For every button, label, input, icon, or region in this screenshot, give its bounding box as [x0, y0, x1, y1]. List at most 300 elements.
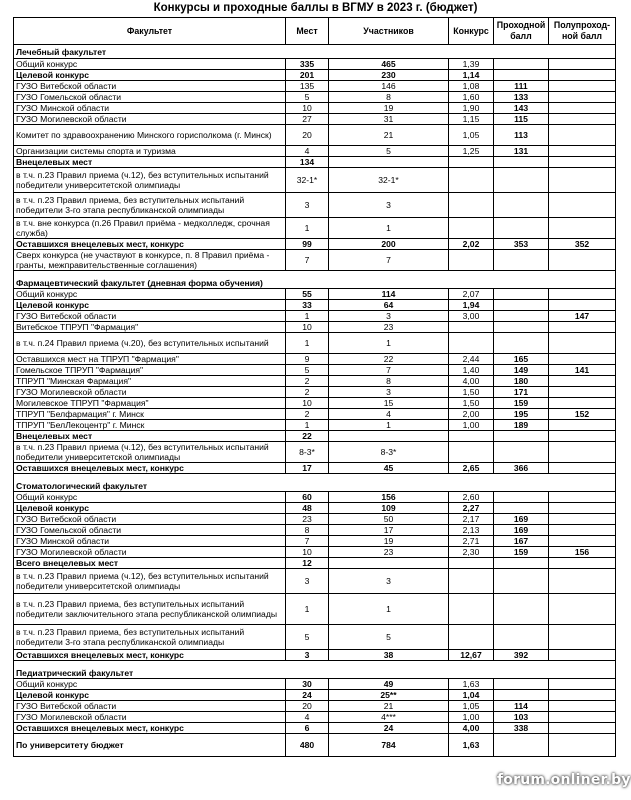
table-row: [14, 114, 616, 125]
places-cell: 201: [286, 70, 329, 81]
row-label: ГУЗО Минской области: [14, 103, 286, 114]
pass-score-cell: 392: [494, 650, 549, 661]
competition-cell: 2,71: [449, 536, 494, 547]
participants-cell: 114: [329, 289, 449, 300]
pass-score-cell: 131: [494, 146, 549, 157]
pass-score-cell: 366: [494, 463, 549, 474]
places-cell: 4: [286, 146, 329, 157]
table-row: [14, 103, 616, 114]
places-cell: 8: [286, 525, 329, 536]
table-row: [14, 679, 616, 690]
half-pass-score-cell: [549, 81, 616, 92]
pass-score-cell: 195: [494, 409, 549, 420]
row-label: ГУЗО Витебской области: [14, 514, 286, 525]
pass-score-cell: [494, 289, 549, 300]
total-half-pass-score-cell: [549, 734, 616, 757]
pass-score-cell: 159: [494, 547, 549, 558]
competition-cell: [449, 431, 494, 442]
competition-cell: 1,60: [449, 92, 494, 103]
half-pass-score-cell: [549, 679, 616, 690]
participants-cell: 4***: [329, 712, 449, 723]
table-row: [14, 463, 616, 474]
table-row: [14, 442, 616, 463]
half-pass-score-cell: [549, 250, 616, 271]
places-cell: 20: [286, 701, 329, 712]
half-pass-score-cell: [549, 168, 616, 193]
participants-cell: 1: [329, 333, 449, 354]
participants-cell: 45: [329, 463, 449, 474]
pass-score-cell: 159: [494, 398, 549, 409]
places-cell: 12: [286, 558, 329, 569]
table-header-row: [14, 18, 616, 45]
row-label: Целевой конкурс: [14, 300, 286, 311]
participants-cell: 3: [329, 311, 449, 322]
pass-score-cell: [494, 70, 549, 81]
total-label: По университету бюджет: [14, 734, 286, 757]
table-row: [14, 650, 616, 661]
half-pass-score-cell: [549, 625, 616, 650]
pass-score-cell: [494, 157, 549, 168]
competition-cell: 2,27: [449, 503, 494, 514]
col-header-places: Мест: [286, 18, 329, 45]
page-title: Конкурсы и проходные баллы в ВГМУ в 2023 г. (бюджет): [153, 2, 478, 14]
pass-score-cell: 111: [494, 81, 549, 92]
pass-score-cell: 115: [494, 114, 549, 125]
competition-cell: 4,00: [449, 723, 494, 734]
participants-cell: 156: [329, 492, 449, 503]
half-pass-score-cell: [549, 114, 616, 125]
pass-score-cell: [494, 492, 549, 503]
half-pass-score-cell: [549, 289, 616, 300]
table-row: [14, 157, 616, 168]
half-pass-score-cell: [549, 420, 616, 431]
table-row: [14, 81, 616, 92]
pass-score-cell: 171: [494, 387, 549, 398]
competition-cell: 4,00: [449, 376, 494, 387]
pass-score-cell: 167: [494, 536, 549, 547]
competition-cell: 2,65: [449, 463, 494, 474]
places-cell: 5: [286, 625, 329, 650]
half-pass-score-cell: [549, 723, 616, 734]
competition-cell: 2,13: [449, 525, 494, 536]
row-label: в т.ч. п.23 Правил приема (ч.12), без вступительных испытаний победители университетской олимпиады: [14, 168, 286, 193]
competition-cell: 2,07: [449, 289, 494, 300]
places-cell: 3: [286, 569, 329, 594]
places-cell: 7: [286, 536, 329, 547]
competition-cell: [449, 218, 494, 239]
pass-score-cell: [494, 442, 549, 463]
admission-table: [13, 17, 616, 757]
table-row: [14, 398, 616, 409]
row-label: ТПРУП "БелЛекоцентр" г. Минск: [14, 420, 286, 431]
row-label: Целевой конкурс: [14, 70, 286, 81]
table-row: [14, 322, 616, 333]
participants-cell: 8: [329, 376, 449, 387]
row-label: ГУЗО Гомельской области: [14, 92, 286, 103]
table-row: [14, 594, 616, 625]
places-cell: 24: [286, 690, 329, 701]
participants-cell: 21: [329, 125, 449, 146]
places-cell: 4: [286, 712, 329, 723]
places-cell: 2: [286, 387, 329, 398]
places-cell: 17: [286, 463, 329, 474]
table-row: [14, 558, 616, 569]
table-row: [14, 146, 616, 157]
total-participants-cell: 784: [329, 734, 449, 757]
places-cell: 1: [286, 311, 329, 322]
participants-cell: 7: [329, 365, 449, 376]
participants-cell: 19: [329, 103, 449, 114]
competition-cell: [449, 250, 494, 271]
half-pass-score-cell: [549, 193, 616, 218]
participants-cell: 22: [329, 354, 449, 365]
row-label: ТПРУП "Белфармация" г. Минск: [14, 409, 286, 420]
places-cell: 335: [286, 59, 329, 70]
competition-cell: 1,50: [449, 387, 494, 398]
places-cell: 10: [286, 103, 329, 114]
half-pass-score-cell: [549, 157, 616, 168]
section-header-row: [14, 45, 616, 59]
participants-cell: 1: [329, 594, 449, 625]
places-cell: 33: [286, 300, 329, 311]
half-pass-score-cell: [549, 463, 616, 474]
half-pass-score-cell: [549, 92, 616, 103]
row-label: в т.ч. п.23 Правил приема (ч.12), без вступительных испытаний победители университетской олимпиады: [14, 569, 286, 594]
competition-cell: 1,05: [449, 701, 494, 712]
competition-cell: 1,14: [449, 70, 494, 81]
pass-score-cell: [494, 431, 549, 442]
participants-cell: 24: [329, 723, 449, 734]
row-label: Целевой конкурс: [14, 690, 286, 701]
competition-cell: 1,25: [449, 146, 494, 157]
competition-cell: 1,63: [449, 679, 494, 690]
row-label: в т.ч. п.23 Правил приема, без вступительных испытаний победители заключительного этапа республиканской олимпиады: [14, 594, 286, 625]
pass-score-cell: 338: [494, 723, 549, 734]
participants-cell: [329, 157, 449, 168]
competition-cell: 2,00: [449, 409, 494, 420]
half-pass-score-cell: [549, 354, 616, 365]
half-pass-score-cell: [549, 690, 616, 701]
participants-cell: 31: [329, 114, 449, 125]
half-pass-score-cell: 141: [549, 365, 616, 376]
table-row: [14, 92, 616, 103]
places-cell: 10: [286, 398, 329, 409]
competition-cell: [449, 442, 494, 463]
competition-cell: 1,50: [449, 398, 494, 409]
section-header-row: [14, 474, 616, 492]
row-label: Общий конкурс: [14, 679, 286, 690]
participants-cell: 1: [329, 218, 449, 239]
participants-cell: 23: [329, 322, 449, 333]
places-cell: 20: [286, 125, 329, 146]
table-row: [14, 712, 616, 723]
competition-cell: 1,94: [449, 300, 494, 311]
pass-score-cell: 133: [494, 92, 549, 103]
half-pass-score-cell: [549, 712, 616, 723]
table-row: [14, 365, 616, 376]
participants-cell: 1: [329, 420, 449, 431]
half-pass-score-cell: 156: [549, 547, 616, 558]
table-row: [14, 525, 616, 536]
pass-score-cell: [494, 59, 549, 70]
total-competition-cell: 1,63: [449, 734, 494, 757]
places-cell: 3: [286, 650, 329, 661]
table-row: [14, 250, 616, 271]
participants-cell: 109: [329, 503, 449, 514]
row-label: Внецелевых мест: [14, 431, 286, 442]
half-pass-score-cell: [549, 218, 616, 239]
row-label: ТПРУП "Минская Фармация": [14, 376, 286, 387]
half-pass-score-cell: [549, 525, 616, 536]
row-label: Витебское ТПРУП "Фармация": [14, 322, 286, 333]
row-label: ГУЗО Могилевской области: [14, 712, 286, 723]
competition-cell: 12,67: [449, 650, 494, 661]
table-row: [14, 239, 616, 250]
pass-score-cell: 169: [494, 514, 549, 525]
table-row: [14, 168, 616, 193]
half-pass-score-cell: [549, 125, 616, 146]
col-header-faculty: Факультет: [14, 18, 286, 45]
row-label: ГУЗО Могилевской области: [14, 114, 286, 125]
total-places-cell: 480: [286, 734, 329, 757]
competition-cell: 1,40: [449, 365, 494, 376]
pass-score-cell: [494, 679, 549, 690]
row-label: в т.ч. п.24 Правил приема (ч.20), без вступительных испытаний: [14, 333, 286, 354]
row-label: Организации системы спорта и туризма: [14, 146, 286, 157]
participants-cell: [329, 431, 449, 442]
participants-cell: 5: [329, 146, 449, 157]
row-label: Оставшихся внецелевых мест, конкурс: [14, 723, 286, 734]
pass-score-cell: [494, 250, 549, 271]
pass-score-cell: [494, 218, 549, 239]
half-pass-score-cell: [549, 59, 616, 70]
places-cell: 6: [286, 723, 329, 734]
half-pass-score-cell: [549, 300, 616, 311]
half-pass-score-cell: [549, 70, 616, 81]
row-label: Целевой конкурс: [14, 503, 286, 514]
table-row: [14, 333, 616, 354]
row-label: Оставшихся внецелевых мест, конкурс: [14, 650, 286, 661]
places-cell: 27: [286, 114, 329, 125]
pass-score-cell: 114: [494, 701, 549, 712]
section-title: Педиатрический факультет: [14, 661, 616, 679]
table-row: [14, 690, 616, 701]
col-header-half-pass-score: Полупроход-ной балл: [549, 18, 616, 45]
row-label: Сверх конкурса (не участвуют в конкурсе, п. 8 Правил приёма - гранты, межправительственные соглашения): [14, 250, 286, 271]
half-pass-score-cell: [549, 514, 616, 525]
places-cell: 10: [286, 547, 329, 558]
row-label: ГУЗО Витебской области: [14, 81, 286, 92]
pass-score-cell: [494, 690, 549, 701]
places-cell: 10: [286, 322, 329, 333]
participants-cell: 200: [329, 239, 449, 250]
half-pass-score-cell: [549, 701, 616, 712]
participants-cell: 21: [329, 701, 449, 712]
half-pass-score-cell: [549, 333, 616, 354]
competition-cell: [449, 594, 494, 625]
participants-cell: 17: [329, 525, 449, 536]
table-row: [14, 492, 616, 503]
half-pass-score-cell: [549, 536, 616, 547]
table-row: [14, 547, 616, 558]
places-cell: 1: [286, 594, 329, 625]
watermark: forum.onliner.by: [497, 772, 631, 788]
row-label: Оставшихся мест на ТПРУП "Фармация": [14, 354, 286, 365]
table-row: [14, 625, 616, 650]
table-row: [14, 431, 616, 442]
table-row: [14, 59, 616, 70]
places-cell: 5: [286, 92, 329, 103]
competition-cell: [449, 193, 494, 218]
participants-cell: 230: [329, 70, 449, 81]
pass-score-cell: 169: [494, 525, 549, 536]
competition-cell: [449, 569, 494, 594]
competition-cell: 2,60: [449, 492, 494, 503]
places-cell: 48: [286, 503, 329, 514]
pass-score-cell: [494, 311, 549, 322]
participants-cell: 3: [329, 387, 449, 398]
participants-cell: 465: [329, 59, 449, 70]
pass-score-cell: 143: [494, 103, 549, 114]
row-label: в т.ч. п.23 Правил приема, без вступительных испытаний победители 3-го этапа республиканской олимпиады: [14, 193, 286, 218]
row-label: ГУЗО Витебской области: [14, 701, 286, 712]
table-row: [14, 420, 616, 431]
half-pass-score-cell: [549, 431, 616, 442]
participants-cell: 8-3*: [329, 442, 449, 463]
row-label: в т.ч. п.23 Правил приема (ч.12), без вступительных испытаний победители университетской олимпиады: [14, 442, 286, 463]
places-cell: 9: [286, 354, 329, 365]
places-cell: 2: [286, 376, 329, 387]
competition-cell: 2,17: [449, 514, 494, 525]
half-pass-score-cell: [549, 376, 616, 387]
pass-score-cell: [494, 503, 549, 514]
participants-cell: 3: [329, 569, 449, 594]
participants-cell: 38: [329, 650, 449, 661]
participants-cell: 4: [329, 409, 449, 420]
half-pass-score-cell: [549, 650, 616, 661]
table-row: [14, 503, 616, 514]
participants-cell: 15: [329, 398, 449, 409]
participants-cell: 19: [329, 536, 449, 547]
pass-score-cell: 113: [494, 125, 549, 146]
competition-cell: [449, 168, 494, 193]
row-label: Оставшихся внецелевых мест, конкурс: [14, 239, 286, 250]
table-row: [14, 387, 616, 398]
pass-score-cell: [494, 594, 549, 625]
half-pass-score-cell: 147: [549, 311, 616, 322]
half-pass-score-cell: [549, 103, 616, 114]
participants-cell: 23: [329, 547, 449, 558]
table-row: [14, 218, 616, 239]
row-label: Гомельское ТПРУП "Фармация": [14, 365, 286, 376]
row-label: ГУЗО Минской области: [14, 536, 286, 547]
pass-score-cell: 149: [494, 365, 549, 376]
half-pass-score-cell: [549, 322, 616, 333]
col-header-competition: Конкурс: [449, 18, 494, 45]
half-pass-score-cell: 152: [549, 409, 616, 420]
row-label: Всего внецелевых мест: [14, 558, 286, 569]
half-pass-score-cell: [549, 569, 616, 594]
pass-score-cell: [494, 193, 549, 218]
competition-cell: 1,04: [449, 690, 494, 701]
competition-cell: 2,44: [449, 354, 494, 365]
places-cell: 55: [286, 289, 329, 300]
competition-cell: 2,02: [449, 239, 494, 250]
row-label: Общий конкурс: [14, 289, 286, 300]
places-cell: 3: [286, 193, 329, 218]
row-label: Оставшихся внецелевых мест, конкурс: [14, 463, 286, 474]
places-cell: 1: [286, 218, 329, 239]
places-cell: 32-1*: [286, 168, 329, 193]
pass-score-cell: 353: [494, 239, 549, 250]
participants-cell: 8: [329, 92, 449, 103]
total-row: [14, 734, 616, 757]
row-label: Общий конкурс: [14, 59, 286, 70]
participants-cell: 25**: [329, 690, 449, 701]
half-pass-score-cell: [549, 492, 616, 503]
table-row: [14, 70, 616, 81]
competition-cell: 3,00: [449, 311, 494, 322]
competition-cell: 1,90: [449, 103, 494, 114]
row-label: Могилевское ТПРУП "Фармация": [14, 398, 286, 409]
places-cell: 60: [286, 492, 329, 503]
places-cell: 5: [286, 365, 329, 376]
participants-cell: 32-1*: [329, 168, 449, 193]
competition-cell: [449, 157, 494, 168]
participants-cell: 7: [329, 250, 449, 271]
places-cell: 99: [286, 239, 329, 250]
places-cell: 1: [286, 333, 329, 354]
table-row: [14, 193, 616, 218]
participants-cell: 5: [329, 625, 449, 650]
competition-cell: [449, 625, 494, 650]
half-pass-score-cell: [549, 594, 616, 625]
competition-cell: 1,39: [449, 59, 494, 70]
table-row: [14, 125, 616, 146]
row-label: ГУЗО Гомельской области: [14, 525, 286, 536]
section-title: Фармацевтический факультет (дневная форма обучения): [14, 271, 616, 289]
places-cell: 22: [286, 431, 329, 442]
table-row: [14, 354, 616, 365]
table-row: [14, 289, 616, 300]
half-pass-score-cell: [549, 442, 616, 463]
row-label: ГУЗО Витебской области: [14, 311, 286, 322]
half-pass-score-cell: [549, 558, 616, 569]
half-pass-score-cell: [549, 387, 616, 398]
competition-cell: [449, 333, 494, 354]
row-label: в т.ч. вне конкурса (п.26 Правил приёма - медколледж, срочная служба): [14, 218, 286, 239]
row-label: Внецелевых мест: [14, 157, 286, 168]
participants-cell: 3: [329, 193, 449, 218]
pass-score-cell: [494, 333, 549, 354]
competition-cell: 1,08: [449, 81, 494, 92]
pass-score-cell: 180: [494, 376, 549, 387]
places-cell: 2: [286, 409, 329, 420]
table-row: [14, 409, 616, 420]
section-header-row: [14, 661, 616, 679]
table-row: [14, 300, 616, 311]
pass-score-cell: [494, 322, 549, 333]
table-row: [14, 514, 616, 525]
competition-cell: 1,05: [449, 125, 494, 146]
half-pass-score-cell: [549, 398, 616, 409]
pass-score-cell: [494, 569, 549, 594]
competition-cell: [449, 558, 494, 569]
places-cell: 1: [286, 420, 329, 431]
competition-cell: 1,15: [449, 114, 494, 125]
competition-cell: [449, 322, 494, 333]
participants-cell: 64: [329, 300, 449, 311]
